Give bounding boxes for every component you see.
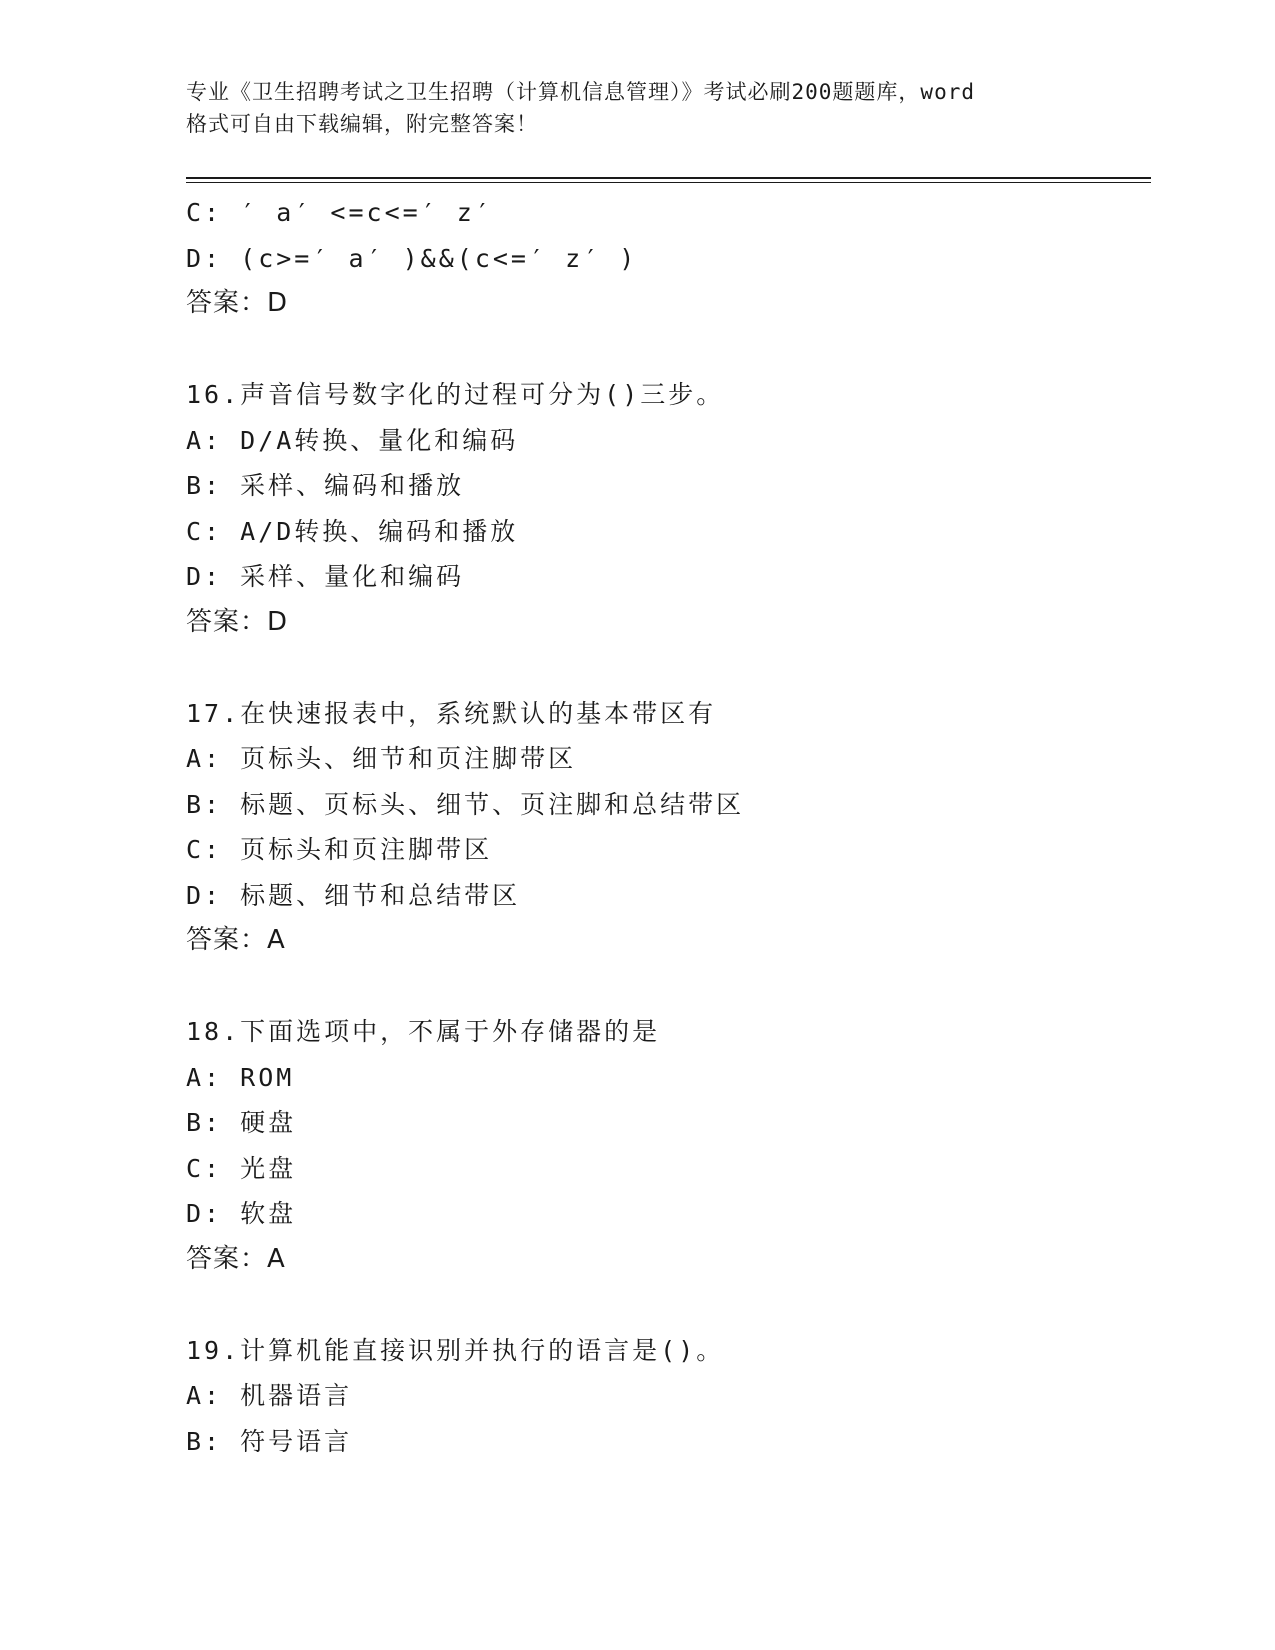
option-b: B: 符号语言 [186, 1426, 353, 1456]
option-b: B: 采样、编码和播放 [186, 471, 465, 500]
option-d: D: 软盘 [186, 1199, 297, 1228]
question-18 [186, 1009, 1146, 1282]
option-d: D: (c>=′ a′ )&&(c<=′ z′ ) [186, 243, 638, 273]
answer-line: 答案：D [186, 288, 289, 318]
question-15-tail [186, 190, 1146, 327]
question-stem: 18.下面选项中，不属于外存储器的是 [186, 1017, 661, 1046]
option-b: B: 硬盘 [186, 1108, 297, 1137]
option-d: D: 标题、细节和总结带区 [186, 880, 521, 910]
answer-line: 答案：A [186, 1243, 286, 1274]
header-title-line-2: 格式可自由下载编辑，附完整答案！ [186, 112, 538, 136]
option-a: A: 页标头、细节和页注脚带区 [186, 744, 577, 773]
question-stem: 16.声音信号数字化的过程可分为()三步。 [186, 380, 725, 409]
question-17 [186, 691, 1146, 964]
option-a: A: 机器语言 [186, 1381, 353, 1410]
answer-line: 答案：D [186, 606, 289, 637]
header-divider-thin [186, 182, 1151, 183]
question-stem: 17.在快速报表中，系统默认的基本带区有 [186, 698, 717, 728]
question-16 [186, 372, 1146, 645]
option-a: A: D/A转换、量化和编码 [186, 425, 519, 455]
spacer [186, 327, 1146, 373]
option-c: C: A/D转换、编码和播放 [186, 516, 519, 546]
option-b: B: 标题、页标头、细节、页注脚和总结带区 [186, 789, 745, 819]
question-19 [186, 1328, 1146, 1465]
option-c: C: ′ a′ <=c<=′ z′ [186, 198, 493, 227]
option-c: C: 光盘 [186, 1153, 297, 1183]
question-stem: 19.计算机能直接识别并执行的语言是()。 [186, 1335, 725, 1365]
answer-line: 答案：A [186, 925, 286, 955]
spacer [186, 1282, 1146, 1328]
option-c: C: 页标头和页注脚带区 [186, 835, 493, 864]
spacer [186, 964, 1146, 1010]
header-title-line-1: 专业《卫生招聘考试之卫生招聘（计算机信息管理）》考试必刷200题题库，word [186, 80, 975, 104]
spacer [186, 645, 1146, 691]
header-divider-thick [186, 177, 1151, 179]
question-list [186, 190, 1146, 1464]
option-d: D: 采样、量化和编码 [186, 562, 465, 591]
document-header [186, 76, 1086, 140]
option-a: A: ROM [186, 1062, 295, 1092]
